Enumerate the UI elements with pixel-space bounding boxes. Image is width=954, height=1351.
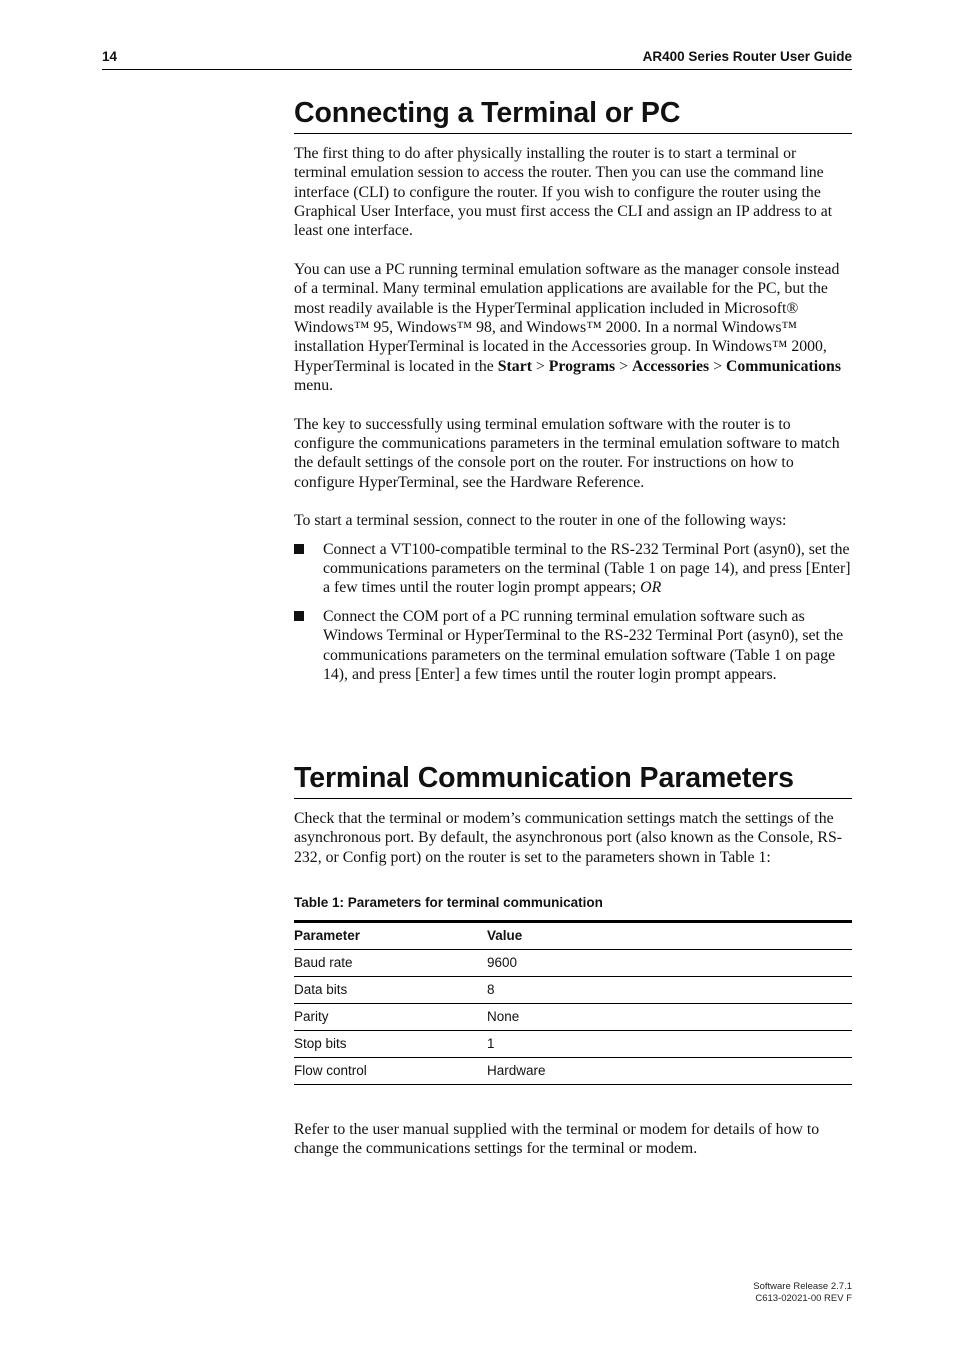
- software-release: Software Release 2.7.1: [753, 1281, 852, 1292]
- guide-title: AR400 Series Router User Guide: [642, 49, 852, 64]
- paragraph: Check that the terminal or modem’s communication settings match the settings of the asynchronous port. By default, the asynchronous port (also known as the Console, RS-232, or Config port) on the router is set to the parameters shown in Table 1:: [294, 809, 842, 866]
- table-row: [294, 1057, 852, 1084]
- table-row: [294, 1003, 852, 1030]
- section-title: Connecting a Terminal or PC: [294, 97, 852, 134]
- table-cell: Data bits: [294, 976, 487, 1003]
- paragraph-hyperterminal: You can use a PC running terminal emulation software as the manager console instead of a terminal. Many terminal emulation applications are available for the PC, but the most readily available is the HyperTerminal application included in Microsoft® Windows™ 95, Windows™ 98, and Windows™ 2000. In a normal Windows™ installation HyperTerminal is located in the Accessories group. In Windows™ 2000, HyperTerminal is located in the Start > Programs > Accessories > Communications menu.: [294, 260, 841, 395]
- table-cell: Baud rate: [294, 949, 487, 976]
- document-number: C613-02021-00 REV F: [755, 1292, 852, 1304]
- paragraph: Refer to the user manual supplied with the terminal or modem for details of how to change the communications settings for the terminal or modem.: [294, 1120, 820, 1158]
- menu-communications: Communications: [726, 357, 841, 375]
- table-cell: Hardware: [487, 1057, 852, 1084]
- menu-start: Start: [497, 357, 532, 375]
- section-connecting-terminal: [294, 97, 852, 694]
- table-caption: Table 1: Parameters for terminal communication: [294, 894, 603, 910]
- table-cell: Parity: [294, 1003, 487, 1030]
- column-header: Parameter: [294, 921, 487, 949]
- table-cell: 1: [487, 1030, 852, 1057]
- paragraph-text: You can use a PC running terminal emulation software as the manager console instead of a terminal. Many terminal emulation applications are available for the PC, but the most readily available is the HyperTerminal application included in Microsoft® Windows™ 95, Windows™ 98, and Windows™ 2000. In a normal Windows™ installation HyperTerminal is located in the Accessories group. In Windows™ 2000, HyperTerminal is located in the: [294, 260, 840, 375]
- page-header: [102, 47, 852, 70]
- bullet-list: [294, 540, 852, 685]
- paragraph: The first thing to do after physically installing the router is to start a terminal or terminal emulation session to access the router. Then you can use the command line interface (CLI) to configure the router. If you wish to configure the router using the Graphical User Interface, you must first access the CLI and assign an IP address to at least one interface.: [294, 144, 833, 240]
- table-cell: None: [487, 1003, 852, 1030]
- bullet-square-icon: [294, 544, 304, 554]
- section-terminal-parameters: [294, 762, 852, 1159]
- table-cell: Stop bits: [294, 1030, 487, 1057]
- column-header: Value: [487, 921, 852, 949]
- parameters-table: [294, 920, 852, 1085]
- table-row: [294, 949, 852, 976]
- table-row: [294, 976, 852, 1003]
- page-number: 14: [102, 49, 118, 64]
- list-item: Connect a VT100-compatible terminal to the RS-232 Terminal Port (asyn0), set the communications parameters on the terminal (Table 1 on page 14), and press [Enter] a few times until the router login prompt appears; OR: [294, 540, 852, 598]
- table-header-row: [294, 921, 852, 949]
- page-footer: [753, 1281, 852, 1304]
- bullet-square-icon: [294, 611, 304, 621]
- table-cell: 8: [487, 976, 852, 1003]
- paragraph: To start a terminal session, connect to the router in one of the following ways:: [294, 512, 787, 530]
- table-cell: Flow control: [294, 1057, 487, 1084]
- list-item: Connect the COM port of a PC running terminal emulation software such as Windows Terminal or HyperTerminal to the RS-232 Terminal Port (asyn0), set the communications parameters on the terminal emulation software (Table 1 on page 14), and press [Enter] a few times until the router login prompt appears.: [294, 607, 852, 685]
- table-cell: 9600: [487, 949, 852, 976]
- paragraph: The key to successfully using terminal emulation software with the router is to configure the communications parameters in the terminal emulation software to match the default settings of the console port on the router. For instructions on how to configure HyperTerminal, see the Hardware Reference.: [294, 415, 840, 491]
- menu-accessories: Accessories: [631, 357, 710, 375]
- table-row: [294, 1030, 852, 1057]
- section-title: Terminal Communication Parameters: [294, 762, 852, 799]
- menu-programs: Programs: [548, 357, 616, 375]
